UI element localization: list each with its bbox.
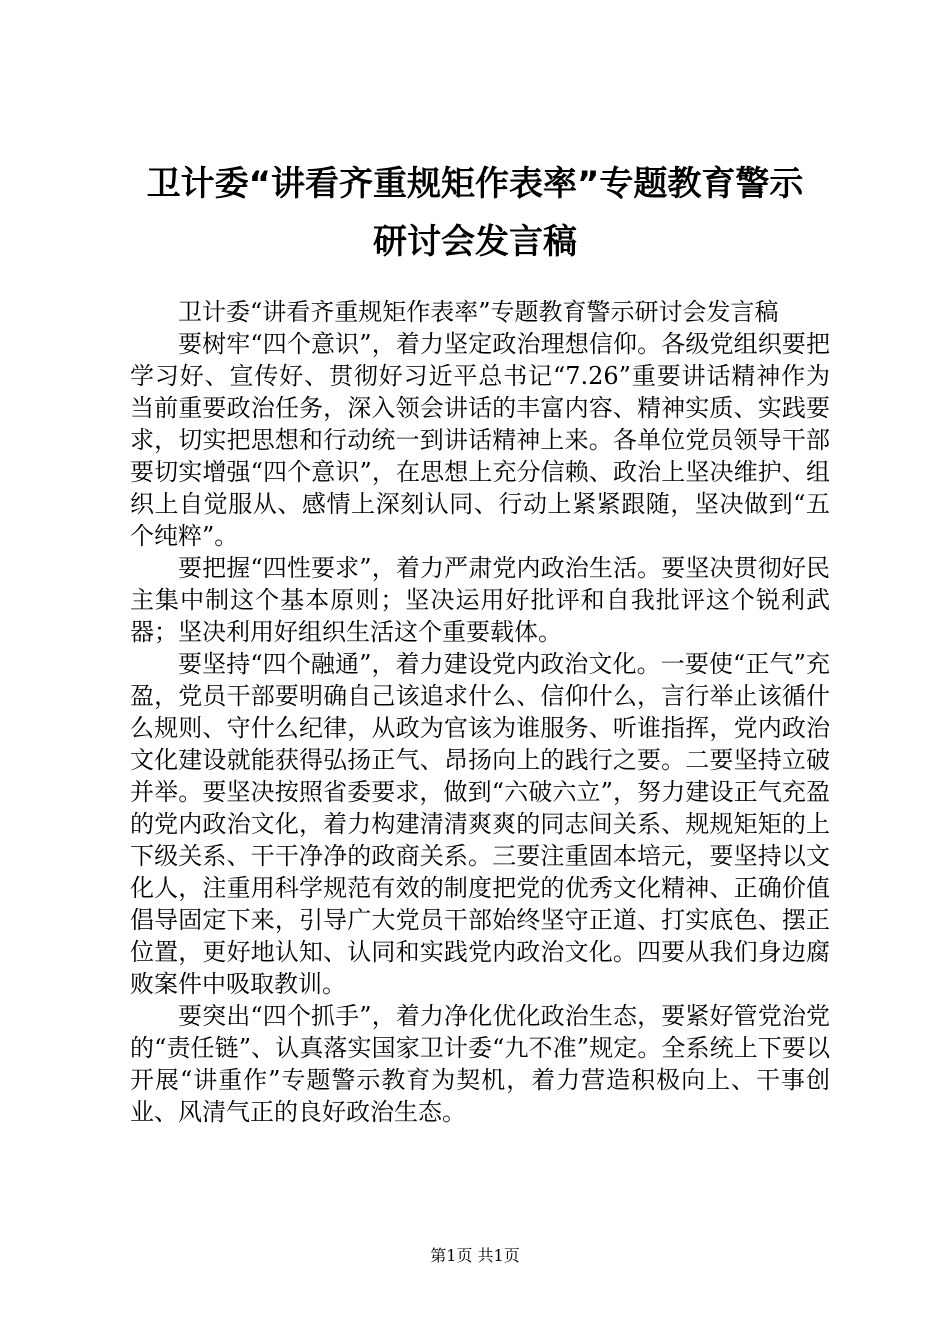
paragraph-four-handles: 要突出“四个抓手”，着力净化优化政治生态，要紧好管党治党的“责任链”、认真落实国家卫计委“九不准”规定。全系统上下要以开展“讲重作”专题警示教育为契机，着力营造积极向上、干事创业、风清气正的良好政治生态。: [130, 1002, 830, 1126]
document-title-line-2: 研讨会发言稿: [373, 222, 577, 262]
paragraph-four-integrations: 要坚持“四个融通”，着力建设党内政治文化。一要使“正气”充盈，党员干部要明确自己该追求什么、信仰什么，言行举止该循什么规则、守什么纪律，从政为官该为谁服务、听谁指挥，党内政治文化建设就能获得弘扬正气、昂扬向上的践行之要。二要坚持立破并举。要坚决按照省委要求，做到“六破六立”，努力建设正气充盈的党内政治文化，着力构建清清爽爽的同志间关系、规规矩矩的上下级关系、干干净净的政商关系。三要注重固本培元，要坚持以文化人，注重用科学规范有效的制度把党的优秀文化精神、正确价值倡导固定下来，引导广大党员干部始终坚守正道、打实底色、摆正位置，更好地认知、认同和实践党内政治文化。四要从我们身边腐败案件中吸取教训。: [130, 650, 830, 998]
page-footer: 第1页 共1页: [430, 1246, 520, 1265]
document-title-line-1: 卫计委“讲看齐重规矩作表率”专题教育警示: [146, 164, 804, 204]
paragraph-four-consciousness: 要树牢“四个意识”，着力坚定政治理想信仰。各级党组织要把学习好、宣传好、贯彻好习近平总书记“7.26”重要讲话精神作为当前重要政治任务，深入领会讲话的丰富内容、精神实质、实践要求，切实把思想和行动统一到讲话精神上来。各单位党员领导干部要切实增强“四个意识”，在思想上充分信赖、政治上坚决维护、组织上自觉服从、感情上深刻认同、行动上紧紧跟随，坚决做到“五个纯粹”。: [130, 330, 830, 550]
paragraph-four-requirements: 要把握“四性要求”，着力严肃党内政治生活。要坚决贯彻好民主集中制这个基本原则；坚决运用好批评和自我批评这个锐利武器；坚决利用好组织生活这个重要载体。: [130, 554, 830, 646]
document-body: [130, 296, 830, 1128]
paragraph-heading: 卫计委“讲看齐重规矩作表率”专题教育警示研讨会发言稿: [178, 298, 779, 326]
